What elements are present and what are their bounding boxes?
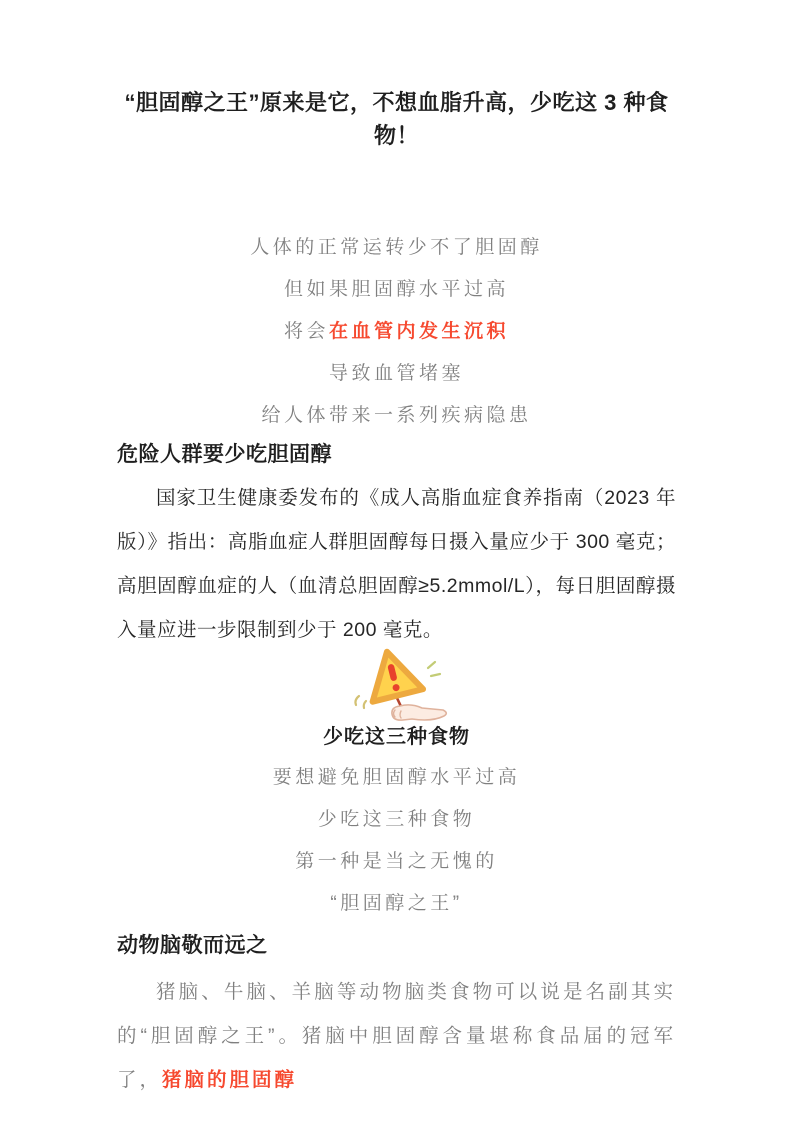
paragraph-guideline: 国家卫生健康委发布的《成人高脂血症食养指南（2023 年版）》指出：高脂血症人群胆固醇每日摄入量应少于 300 毫克；高胆固醇血症的人（血清总胆固醇≥5.2mmol/L），每日胆固醇摄入量应进一步限制到少于 200 毫克。: [117, 487, 676, 641]
paragraph-normal-text: 猪脑、牛脑、羊脑等动物脑类食物可以说是名副其实的“胆固醇之王”。猪脑中胆固醇含量堪称食品届的冠军了，: [117, 981, 676, 1091]
stanza-line-prefix: 将会: [283, 321, 329, 342]
stanza-line: “胆固醇之王”: [330, 893, 463, 914]
stanza-line: 导致血管堵塞: [328, 363, 464, 384]
paragraph-highlight-text: 猪脑的胆固醇: [162, 1069, 298, 1091]
stanza-line: 要想避免胆固醇水平过高: [272, 767, 521, 788]
section-heading-animal-brain: 动物脑敬而远之: [117, 934, 268, 957]
article-title: “胆固醇之王”原来是它，不想血脂升高，少吃这 3 种食物！: [124, 90, 669, 148]
motion-marks-left: [355, 696, 366, 708]
section-heading-risk-groups: 危险人群要少吃胆固醇: [117, 443, 332, 466]
stanza-line: 第一种是当之无愧的: [295, 851, 498, 872]
stanza-line-highlight: 在血管内发生沉积: [329, 321, 510, 342]
stanza-line: [117, 311, 676, 353]
triangle-group: [361, 645, 422, 701]
warning-triangle-icon: [342, 644, 452, 722]
stanza-line: 少吃这三种食物: [317, 809, 476, 830]
paragraph-animal-brain: [117, 970, 676, 1102]
section-heading-three-foods: 少吃这三种食物: [323, 726, 470, 748]
three-foods-stanza: [117, 757, 676, 925]
motion-marks-right: [428, 662, 440, 676]
intro-stanza: [117, 227, 676, 437]
stanza-line: 人体的正常运转少不了胆固醇: [250, 237, 543, 258]
stanza-line: 给人体带来一系列疾病隐患: [261, 405, 532, 426]
stanza-line: 但如果胆固醇水平过高: [283, 279, 509, 300]
